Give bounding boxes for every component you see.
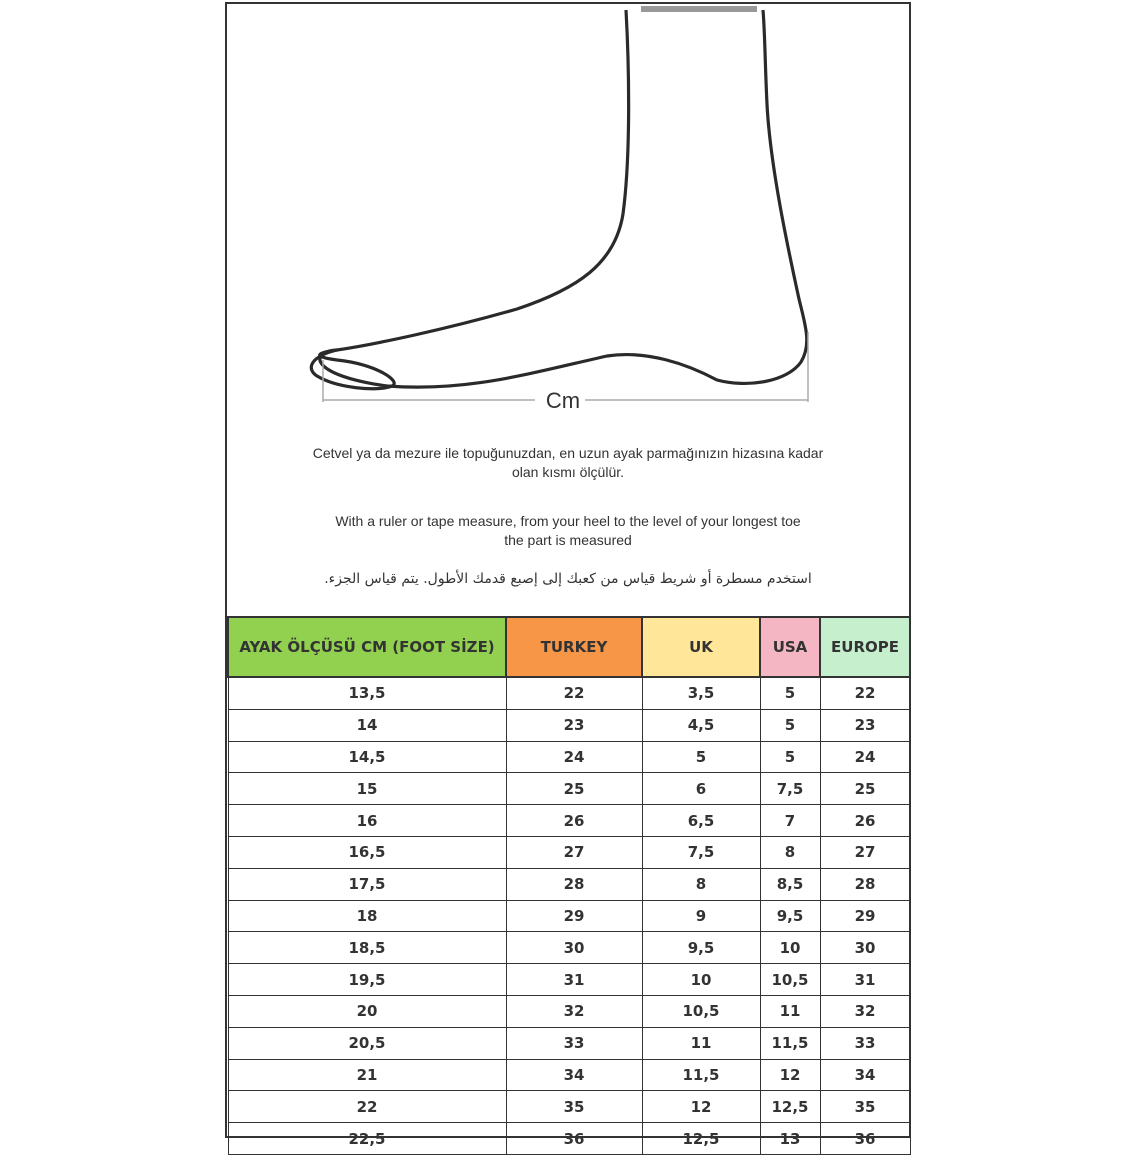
- instruction-english-line-1: With a ruler or tape measure, from your heel to the level of your longest toe: [335, 513, 801, 529]
- cell-usa: 12,5: [760, 1091, 820, 1123]
- cell-usa: 8: [760, 836, 820, 868]
- cell-usa: 12: [760, 1059, 820, 1091]
- table-header-row: [228, 617, 910, 677]
- cell-turkey: 35: [506, 1091, 642, 1123]
- cell-usa: 7,5: [760, 773, 820, 805]
- cell-turkey: 32: [506, 995, 642, 1027]
- cell-foot-size: 20,5: [228, 1027, 506, 1059]
- cell-foot-size: 14: [228, 709, 506, 741]
- cell-europe: 33: [820, 1027, 910, 1059]
- cell-turkey: 23: [506, 709, 642, 741]
- cell-turkey: 26: [506, 805, 642, 837]
- table-row: [228, 709, 910, 741]
- cell-turkey: 24: [506, 741, 642, 773]
- cell-europe: 25: [820, 773, 910, 805]
- cell-foot-size: 22,5: [228, 1123, 506, 1155]
- cell-foot-size: 16,5: [228, 836, 506, 868]
- cell-uk: 10: [642, 964, 760, 996]
- cell-foot-size: 20: [228, 995, 506, 1027]
- cell-foot-size: 13,5: [228, 677, 506, 709]
- cell-uk: 12,5: [642, 1123, 760, 1155]
- cell-europe: 28: [820, 868, 910, 900]
- instruction-turkish-line-2: olan kısmı ölçülür.: [511, 464, 625, 480]
- foot-sole: [320, 10, 807, 387]
- table-row: [228, 900, 910, 932]
- cell-turkey: 36: [506, 1123, 642, 1155]
- table-row: [228, 677, 910, 709]
- cell-turkey: 33: [506, 1027, 642, 1059]
- cell-uk: 11,5: [642, 1059, 760, 1091]
- size-chart-frame: [225, 2, 911, 1148]
- header-uk: UK: [642, 617, 760, 677]
- cell-turkey: 30: [506, 932, 642, 964]
- cell-europe: 31: [820, 964, 910, 996]
- cell-europe: 27: [820, 836, 910, 868]
- cell-uk: 11: [642, 1027, 760, 1059]
- cell-uk: 9: [642, 900, 760, 932]
- cell-uk: 10,5: [642, 995, 760, 1027]
- cell-europe: 26: [820, 805, 910, 837]
- cell-turkey: 25: [506, 773, 642, 805]
- table-row: [228, 1059, 910, 1091]
- cell-uk: 6: [642, 773, 760, 805]
- cell-usa: 5: [760, 709, 820, 741]
- cell-uk: 9,5: [642, 932, 760, 964]
- instruction-arabic: استخدم مسطرة أو شريط قياس من كعبك إلى إصبع قدمك الأطول. يتم قياس الجزء.: [324, 571, 812, 587]
- header-usa: USA: [760, 617, 820, 677]
- cell-uk: 5: [642, 741, 760, 773]
- cell-usa: 8,5: [760, 868, 820, 900]
- cell-foot-size: 17,5: [228, 868, 506, 900]
- measure-label: Cm: [545, 388, 581, 413]
- cell-turkey: 29: [506, 900, 642, 932]
- table-row: [228, 964, 910, 996]
- instruction-english: [267, 512, 869, 550]
- cell-usa: 13: [760, 1123, 820, 1155]
- table-row: [228, 932, 910, 964]
- cell-foot-size: 15: [228, 773, 506, 805]
- table-row: [228, 868, 910, 900]
- cell-foot-size: 22: [228, 1091, 506, 1123]
- table-row: [228, 1091, 910, 1123]
- cell-uk: 4,5: [642, 709, 760, 741]
- cell-usa: 5: [760, 741, 820, 773]
- cell-foot-size: 14,5: [228, 741, 506, 773]
- cell-usa: 7: [760, 805, 820, 837]
- header-europe: EUROPE: [820, 617, 910, 677]
- instruction-turkish: [267, 444, 869, 482]
- cell-foot-size: 16: [228, 805, 506, 837]
- cell-usa: 5: [760, 677, 820, 709]
- cell-usa: 10: [760, 932, 820, 964]
- table-row: [228, 836, 910, 868]
- cell-foot-size: 18,5: [228, 932, 506, 964]
- foot-outline: [311, 10, 628, 389]
- cell-europe: 30: [820, 932, 910, 964]
- cell-europe: 34: [820, 1059, 910, 1091]
- cell-turkey: 27: [506, 836, 642, 868]
- cell-usa: 11,5: [760, 1027, 820, 1059]
- table-row: [228, 1123, 910, 1155]
- instruction-english-line-2: the part is measured: [504, 532, 632, 548]
- cell-europe: 22: [820, 677, 910, 709]
- cell-uk: 7,5: [642, 836, 760, 868]
- cell-europe: 36: [820, 1123, 910, 1155]
- cell-foot-size: 18: [228, 900, 506, 932]
- cell-europe: 23: [820, 709, 910, 741]
- cell-foot-size: 21: [228, 1059, 506, 1091]
- table-row: [228, 805, 910, 837]
- cell-turkey: 31: [506, 964, 642, 996]
- cell-europe: 24: [820, 741, 910, 773]
- table-body: [228, 677, 910, 1154]
- cell-uk: 6,5: [642, 805, 760, 837]
- cell-europe: 32: [820, 995, 910, 1027]
- table-row: [228, 1027, 910, 1059]
- cell-turkey: 22: [506, 677, 642, 709]
- size-conversion-table: [227, 616, 911, 1155]
- cell-turkey: 28: [506, 868, 642, 900]
- header-turkey: TURKEY: [506, 617, 642, 677]
- cell-usa: 11: [760, 995, 820, 1027]
- instruction-turkish-line-1: Cetvel ya da mezure ile topuğunuzdan, en uzun ayak parmağınızın hizasına kadar: [312, 445, 824, 461]
- table-row: [228, 741, 910, 773]
- cell-uk: 12: [642, 1091, 760, 1123]
- cell-usa: 10,5: [760, 964, 820, 996]
- cell-europe: 35: [820, 1091, 910, 1123]
- cell-europe: 29: [820, 900, 910, 932]
- table-row: [228, 995, 910, 1027]
- foot-measure-diagram: [227, 4, 909, 616]
- table-row: [228, 773, 910, 805]
- header-foot-size: AYAK ÖLÇÜSÜ CM (FOOT SİZE): [228, 617, 506, 677]
- cell-usa: 9,5: [760, 900, 820, 932]
- cell-uk: 8: [642, 868, 760, 900]
- cell-uk: 3,5: [642, 677, 760, 709]
- leg-top-band: [641, 6, 757, 12]
- cell-turkey: 34: [506, 1059, 642, 1091]
- cell-foot-size: 19,5: [228, 964, 506, 996]
